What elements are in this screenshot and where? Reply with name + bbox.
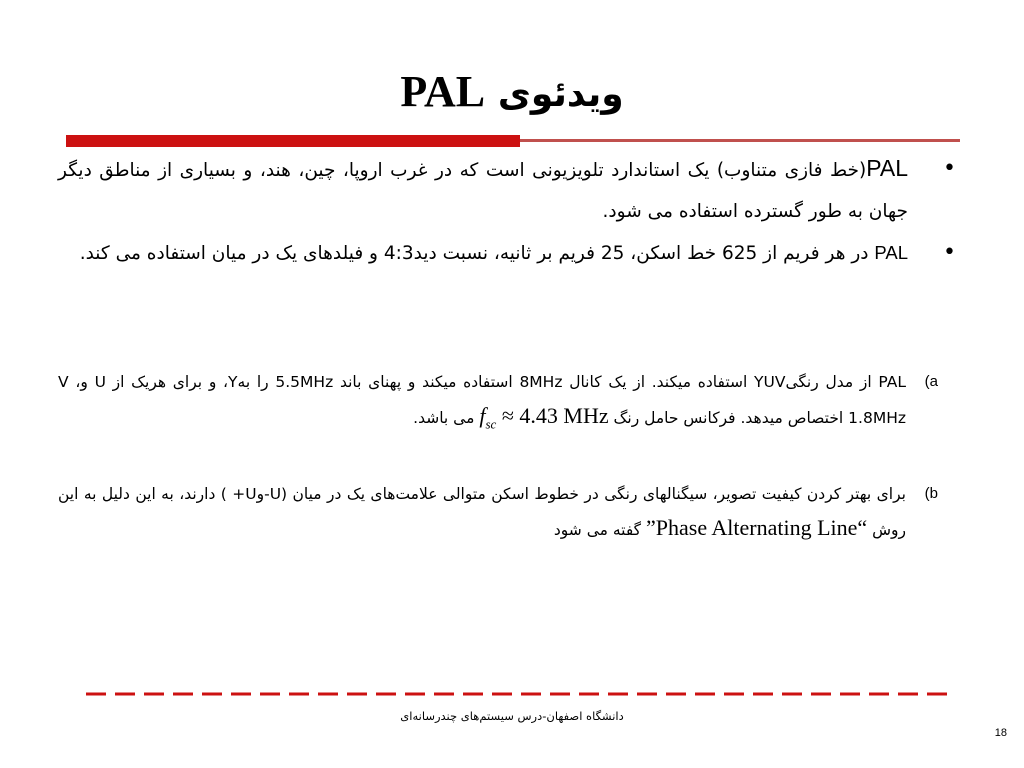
- title-latin: PAL: [400, 67, 486, 116]
- formula-sub: sc: [485, 416, 497, 432]
- item-text: PAL از مدل رنگیYUV استفاده میکند. از یک کانال 8MHz استفاده میکند و پهنای باند 5.5MHz را بهY، و برای هریک از U وV ، 1.8MHz اختصاص میدهد. فرکانس حامل رنگ: [58, 373, 907, 427]
- item-marker: (b: [924, 485, 938, 502]
- page-number: 18: [994, 727, 1007, 739]
- footer-dashed-rule: [86, 692, 956, 696]
- bullet-lead: PAL: [866, 155, 908, 181]
- bullet-text: (خط فازی متناوب) یک استاندارد تلویزیونی است که در غرب اروپا، چین، هند، و بسیاری از مناطق دیگر جهان به طور گسترده استفاده می شود.: [58, 160, 908, 222]
- title-persian: ویدئوی: [497, 74, 624, 115]
- formula: [479, 403, 609, 432]
- item-text-end: گفته می شود: [553, 521, 642, 539]
- item-text: برای بهتر کردن کیفیت تصویر، سیگنالهای رنگی در خطوط اسکن متوالی علامت‌های یک در میان (U-وU+ ) دارند، به این دلیل به این روش: [58, 485, 906, 539]
- formula-value: ≈ 4.43 MHz: [496, 403, 609, 428]
- item-a-block: [58, 365, 938, 441]
- title-rule: [66, 135, 960, 147]
- slide-title: [0, 62, 1024, 125]
- item-text-end: می باشد.: [413, 409, 475, 427]
- footer-text: دانشگاه اصفهان-درس سیستم‌های چندرسانه‌ای: [400, 709, 624, 723]
- title-rule-line: [520, 139, 960, 142]
- bullet-lead: PAL: [874, 242, 908, 263]
- bullet-list: [58, 148, 956, 274]
- bullet-dot-icon: •: [943, 156, 956, 181]
- list-item: [58, 365, 938, 441]
- bullet-item: [58, 148, 956, 232]
- item-phrase: ”Phase Alternating Line“: [646, 515, 868, 540]
- title-rule-accent: [66, 135, 520, 147]
- bullet-dot-icon: •: [943, 240, 956, 265]
- bullet-text: در هر فریم از 625 خط اسکن، 25 فریم بر ثانیه، نسبت دید4:3 و فیلدهای یک در میان استفاده می کند.: [79, 243, 875, 264]
- item-b-block: [58, 477, 938, 547]
- formula-f: f: [479, 403, 486, 428]
- item-marker: (a: [924, 373, 938, 390]
- formula-symbol: [479, 403, 497, 432]
- bullet-item: [58, 232, 956, 274]
- list-item: [58, 477, 938, 547]
